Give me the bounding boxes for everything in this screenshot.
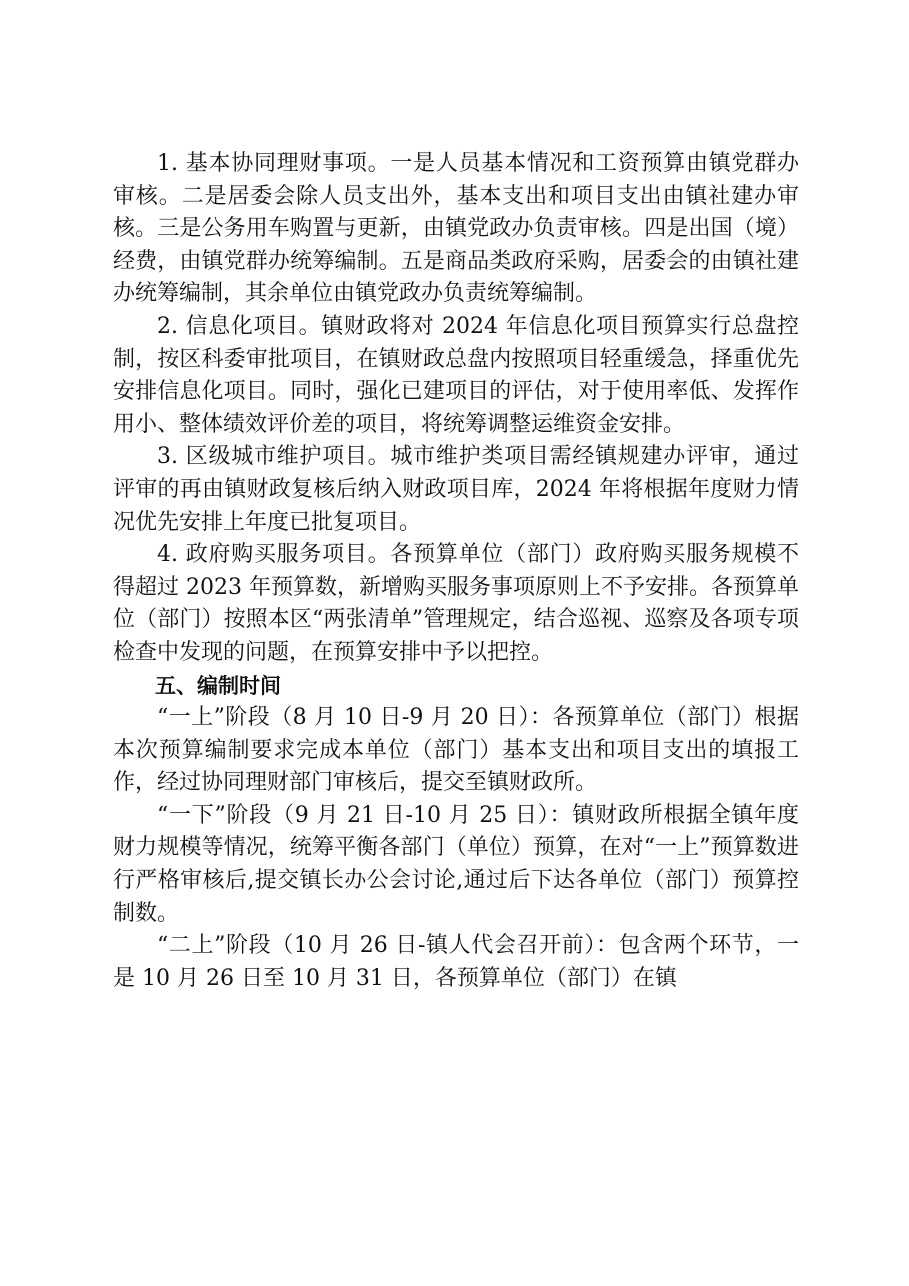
paragraph-coordinated-finance: 1. 基本协同理财事项。一是人员基本情况和工资预算由镇党群办审核。二是居委会除人员支出外，基本支出和项目支出由镇社建办审核。三是公务用车购置与更新，由镇党政办负责审核。四是出国（境）经费，由镇党群办统筹编制。五是商品类政府采购，居委会的由镇社建办统筹编制，其余单位由镇党政办负责统筹编制。 xyxy=(113,151,799,307)
paragraph-government-procurement: 4. 政府购买服务项目。各预算单位（部门）政府购买服务规模不得超过 2023 年预算数，新增购买服务事项原则上不予安排。各预算单位（部门）按照本区“两张清单”管理规定，结合巡视、巡察及各项专项检查中发现的问题，在预算安排中予以把控。 xyxy=(113,542,799,665)
paragraph-informatization: 2. 信息化项目。镇财政将对 2024 年信息化项目预算实行总盘控制，按区科委审批项目，在镇财政总盘内按照项目轻重缓急，择重优先安排信息化项目。同时，强化已建项目的评估，对于使用率低、发挥作用小、整体绩效评价差的项目，将统筹调整运维资金安排。 xyxy=(113,313,799,437)
document-body xyxy=(113,148,799,995)
paragraph-stage-first-up: “一上”阶段（8 月 10 日-9 月 20 日）：各预算单位（部门）根据本次预算编制要求完成本单位（部门）基本支出和项目支出的填报工作，经过协同理财部门审核后，提交至镇财政所。 xyxy=(113,705,799,796)
section-heading: 五、编制时间 xyxy=(155,673,281,698)
paragraph-stage-second-up: “二上”阶段（10 月 26 日-镇人代会召开前）：包含两个环节，一是 10 月 26 日至 10 月 31 日，各预算单位（部门）在镇 xyxy=(113,933,799,991)
paragraph-city-maintenance: 3. 区级城市维护项目。城市维护类项目需经镇规建办评审，通过评审的再由镇财政复核后纳入财政项目库，2024 年将根据年度财力情况优先安排上年度已批复项目。 xyxy=(113,444,799,535)
paragraph-stage-first-down: “一下”阶段（9 月 21 日-10 月 25 日）：镇财政所根据全镇年度财力规模等情况，统筹平衡各部门（单位）预算，在对“一上”预算数进行严格审核后,提交镇长办公会讨论,通过后下达各单位（部门）预算控制数。 xyxy=(113,802,799,926)
